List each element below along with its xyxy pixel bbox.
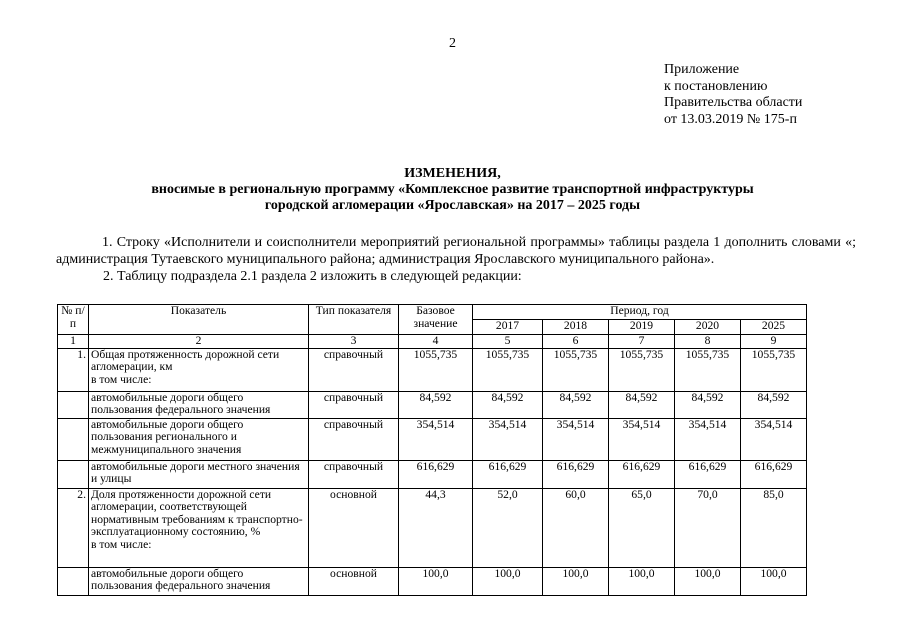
col-number: 9 bbox=[741, 335, 807, 349]
row-base: 84,592 bbox=[399, 391, 473, 418]
row-value: 70,0 bbox=[675, 488, 741, 567]
header-year: 2019 bbox=[609, 320, 675, 335]
col-number: 8 bbox=[675, 335, 741, 349]
row-value: 100,0 bbox=[675, 567, 741, 595]
row-type: основной bbox=[309, 567, 399, 595]
row-indicator: автомобильные дороги общего пользования федерального значения bbox=[89, 567, 309, 595]
row-value: 85,0 bbox=[741, 488, 807, 567]
row-value: 616,629 bbox=[473, 460, 543, 488]
row-indicator: автомобильные дороги общего пользования регионального и межмуниципального значения bbox=[89, 418, 309, 460]
row-value: 1055,735 bbox=[543, 348, 609, 391]
row-value: 354,514 bbox=[473, 418, 543, 460]
row-value: 616,629 bbox=[741, 460, 807, 488]
header-period: Период, год bbox=[473, 305, 807, 320]
row-value: 52,0 bbox=[473, 488, 543, 567]
header-year: 2018 bbox=[543, 320, 609, 335]
row-value: 616,629 bbox=[609, 460, 675, 488]
row-num bbox=[58, 567, 89, 595]
header-base: Базовое значение bbox=[399, 305, 473, 335]
appendix-line: Правительства области bbox=[664, 95, 803, 110]
col-number: 4 bbox=[399, 335, 473, 349]
table-row bbox=[58, 391, 807, 418]
row-base: 616,629 bbox=[399, 460, 473, 488]
col-number: 5 bbox=[473, 335, 543, 349]
table-row bbox=[58, 567, 807, 595]
appendix-line: к постановлению bbox=[664, 78, 768, 94]
appendix-line: от 13.03.2019 № 175-п bbox=[664, 111, 797, 127]
row-value: 1055,735 bbox=[473, 348, 543, 391]
table-row bbox=[58, 488, 807, 567]
col-number: 1 bbox=[58, 335, 89, 349]
col-number: 2 bbox=[89, 335, 309, 349]
row-indicator: Доля протяженности дорожной сети агломерации, соответствующей нормативным требованиям к транспортно-эксплуатационному состоянию, % в том числе: bbox=[89, 488, 309, 567]
row-value: 84,592 bbox=[741, 391, 807, 418]
row-type: справочный bbox=[309, 460, 399, 488]
col-number: 6 bbox=[543, 335, 609, 349]
page-number: 2 bbox=[449, 36, 456, 51]
paragraph-2: 2. Таблицу подраздела 2.1 раздела 2 изложить в следующей редакции: bbox=[103, 269, 522, 284]
row-value: 84,592 bbox=[609, 391, 675, 418]
row-value: 1055,735 bbox=[609, 348, 675, 391]
row-type: основной bbox=[309, 488, 399, 567]
row-base: 1055,735 bbox=[399, 348, 473, 391]
header-year: 2017 bbox=[473, 320, 543, 335]
row-base: 100,0 bbox=[399, 567, 473, 595]
row-value: 354,514 bbox=[543, 418, 609, 460]
row-num: 1. bbox=[58, 348, 89, 391]
row-value: 616,629 bbox=[543, 460, 609, 488]
col-number: 7 bbox=[609, 335, 675, 349]
row-value: 354,514 bbox=[675, 418, 741, 460]
row-value: 65,0 bbox=[609, 488, 675, 567]
row-num bbox=[58, 460, 89, 488]
indicators-table bbox=[57, 304, 807, 596]
header-year: 2025 bbox=[741, 320, 807, 335]
title-line: городской агломерации «Ярославская» на 2017 – 2025 годы bbox=[264, 198, 641, 213]
table-row bbox=[58, 418, 807, 460]
row-value: 1055,735 bbox=[741, 348, 807, 391]
row-value: 100,0 bbox=[543, 567, 609, 595]
header-indicator: Показатель bbox=[89, 305, 309, 335]
row-num bbox=[58, 418, 89, 460]
row-value: 84,592 bbox=[473, 391, 543, 418]
title-line: вносимые в региональную программу «Комплексное развитие транспортной инфраструктуры bbox=[151, 182, 754, 197]
row-type: справочный bbox=[309, 391, 399, 418]
document-title bbox=[0, 166, 905, 214]
row-indicator: Общая протяженность дорожной сети агломерации, км в том числе: bbox=[89, 348, 309, 391]
appendix-block bbox=[664, 62, 802, 128]
row-value: 100,0 bbox=[609, 567, 675, 595]
row-value: 354,514 bbox=[609, 418, 675, 460]
row-type: справочный bbox=[309, 418, 399, 460]
header-year: 2020 bbox=[675, 320, 741, 335]
row-type: справочный bbox=[309, 348, 399, 391]
col-number: 3 bbox=[309, 335, 399, 349]
row-value: 84,592 bbox=[675, 391, 741, 418]
row-base: 354,514 bbox=[399, 418, 473, 460]
row-value: 1055,735 bbox=[675, 348, 741, 391]
appendix-line: Приложение bbox=[664, 62, 740, 77]
row-value: 354,514 bbox=[741, 418, 807, 460]
title-line: ИЗМЕНЕНИЯ, bbox=[404, 166, 501, 181]
row-num bbox=[58, 391, 89, 418]
row-base: 44,3 bbox=[399, 488, 473, 567]
row-value: 84,592 bbox=[543, 391, 609, 418]
row-value: 60,0 bbox=[543, 488, 609, 567]
row-value: 616,629 bbox=[675, 460, 741, 488]
row-indicator: автомобильные дороги общего пользования федерального значения bbox=[89, 391, 309, 418]
row-value: 100,0 bbox=[741, 567, 807, 595]
paragraph-1: 1. Строку «Исполнители и соисполнители мероприятий региональной программы» таблицы раздела 1 дополнить словами «; администрация Тутаевского муниципального района; администрация Ярославского муниципального района». bbox=[56, 235, 856, 267]
table-row bbox=[58, 348, 807, 391]
header-type: Тип показателя bbox=[309, 305, 399, 335]
row-value: 100,0 bbox=[473, 567, 543, 595]
table-row bbox=[58, 460, 807, 488]
header-num: № п/п bbox=[58, 305, 89, 335]
row-num: 2. bbox=[58, 488, 89, 567]
row-indicator: автомобильные дороги местного значения и улицы bbox=[89, 460, 309, 488]
